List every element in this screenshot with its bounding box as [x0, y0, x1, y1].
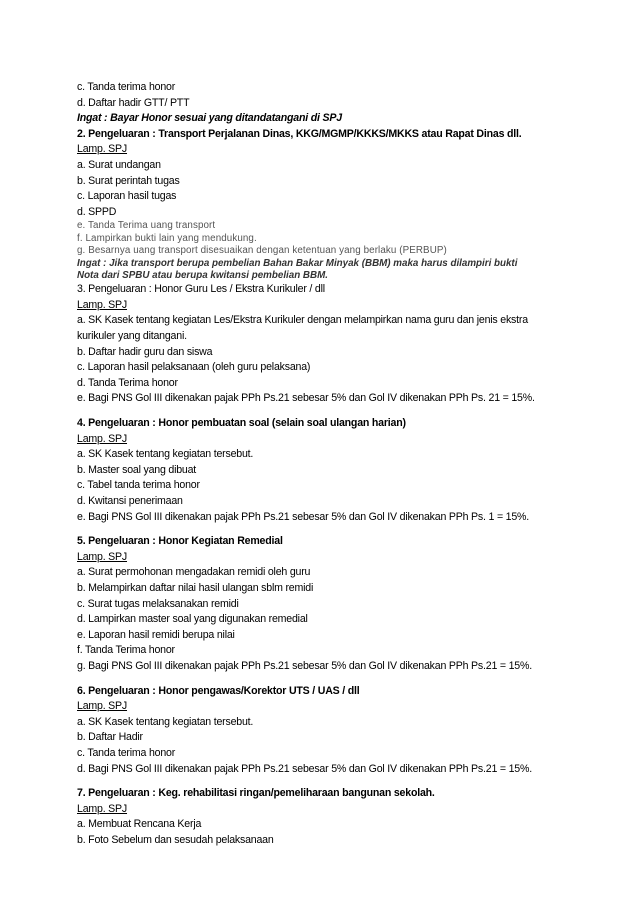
list-item: d. Bagi PNS Gol III dikenakan pajak PPh Ps.21 sebesar 5% dan Gol IV dikenakan PPh Ps.21 = 15%. [77, 762, 532, 775]
list-item: b. Surat perintah tugas [77, 174, 180, 187]
list-item: c. Laporan hasil pelaksanaan (oleh guru pelaksana) [77, 361, 311, 374]
list-item: a. Membuat Rencana Kerja [77, 818, 202, 831]
lamp-spj-label: Lamp. SPJ [77, 143, 128, 156]
reminder-note: Nota dari SPBU atau berupa kwitansi pembelian BBM. [77, 269, 328, 281]
list-item: a. SK Kasek tentang kegiatan Les/Ekstra Kurikuler dengan melampirkan nama guru dan jenis ekstra [77, 314, 528, 327]
list-item: f. Tanda Terima honor [77, 644, 175, 657]
list-item: b. Foto Sebelum dan sesudah pelaksanaan [77, 833, 274, 846]
section-heading-7: 7. Pengeluaran : Keg. rehabilitasi ringan/pemeliharaan bangunan sekolah. [77, 787, 435, 800]
list-item: g. Besarnya uang transport disesuaikan dengan ketentuan yang berlaku (PERBUP) [77, 245, 447, 257]
list-item: f. Lampirkan bukti lain yang mendukung. [77, 232, 257, 244]
list-item: a. SK Kasek tentang kegiatan tersebut. [77, 448, 254, 461]
document-body [77, 80, 577, 848]
lamp-spj-label: Lamp. SPJ [77, 298, 128, 311]
list-item: d. SPPD [77, 205, 117, 218]
list-item: c. Tanda terima honor [77, 746, 176, 759]
list-item: c. Laporan hasil tugas [77, 190, 177, 203]
section-heading-3: 3. Pengeluaran : Honor Guru Les / Ekstra Kurikuler / dll [77, 283, 325, 296]
list-item: kurikuler yang ditangani. [77, 330, 187, 343]
section-heading-2: 2. Pengeluaran : Transport Perjalanan Dinas, KKG/MGMP/KKKS/MKKS atau Rapat Dinas dll. [77, 127, 522, 140]
list-item: a. SK Kasek tentang kegiatan tersebut. [77, 715, 254, 728]
list-item: c. Tabel tanda terima honor [77, 479, 200, 492]
list-item: b. Melampirkan daftar nilai hasil ulangan sblm remidi [77, 581, 314, 594]
list-item: e. Tanda Terima uang transport [77, 220, 216, 232]
reminder-note: Ingat : Bayar Honor sesuai yang ditandatangani di SPJ [77, 112, 342, 125]
list-item: c. Surat tugas melaksanakan remidi [77, 597, 239, 610]
list-item: d. Tanda Terima honor [77, 376, 178, 389]
lamp-spj-label: Lamp. SPJ [77, 550, 128, 563]
list-item: b. Daftar hadir guru dan siswa [77, 345, 213, 358]
list-item: d. Lampirkan master soal yang digunakan remedial [77, 613, 308, 626]
lamp-spj-label: Lamp. SPJ [77, 700, 128, 713]
list-item: e. Bagi PNS Gol III dikenakan pajak PPh Ps.21 sebesar 5% dan Gol IV dikenakan PPh Ps. 21 = 15%. [77, 392, 535, 405]
lamp-spj-label: Lamp. SPJ [77, 432, 128, 445]
list-item: g. Bagi PNS Gol III dikenakan pajak PPh Ps.21 sebesar 5% dan Gol IV dikenakan PPh Ps.21 = 15%. [77, 659, 532, 672]
list-item: e. Bagi PNS Gol III dikenakan pajak PPh Ps.21 sebesar 5% dan Gol IV dikenakan PPh Ps. 1 = 15%. [77, 510, 530, 523]
list-item: d. Daftar hadir GTT/ PTT [77, 96, 190, 109]
section-heading-6: 6. Pengeluaran : Honor pengawas/Korektor UTS / UAS / dll [77, 684, 360, 697]
reminder-note: Ingat : Jika transport berupa pembelian Bahan Bakar Minyak (BBM) maka harus dilampiri bukti [77, 257, 518, 269]
list-item: a. Surat permohonan mengadakan remidi oleh guru [77, 566, 311, 579]
section-heading-4: 4. Pengeluaran : Honor pembuatan soal (selain soal ulangan harian) [77, 417, 406, 430]
list-item: d. Kwitansi penerimaan [77, 495, 183, 508]
list-item: c. Tanda terima honor [77, 81, 176, 93]
list-item: b. Master soal yang dibuat [77, 463, 197, 476]
lamp-spj-label: Lamp. SPJ [77, 802, 128, 815]
list-item: b. Daftar Hadir [77, 731, 143, 744]
list-item: e. Laporan hasil remidi berupa nilai [77, 628, 235, 641]
section-heading-5: 5. Pengeluaran : Honor Kegiatan Remedial [77, 535, 283, 548]
list-item: a. Surat undangan [77, 158, 161, 171]
